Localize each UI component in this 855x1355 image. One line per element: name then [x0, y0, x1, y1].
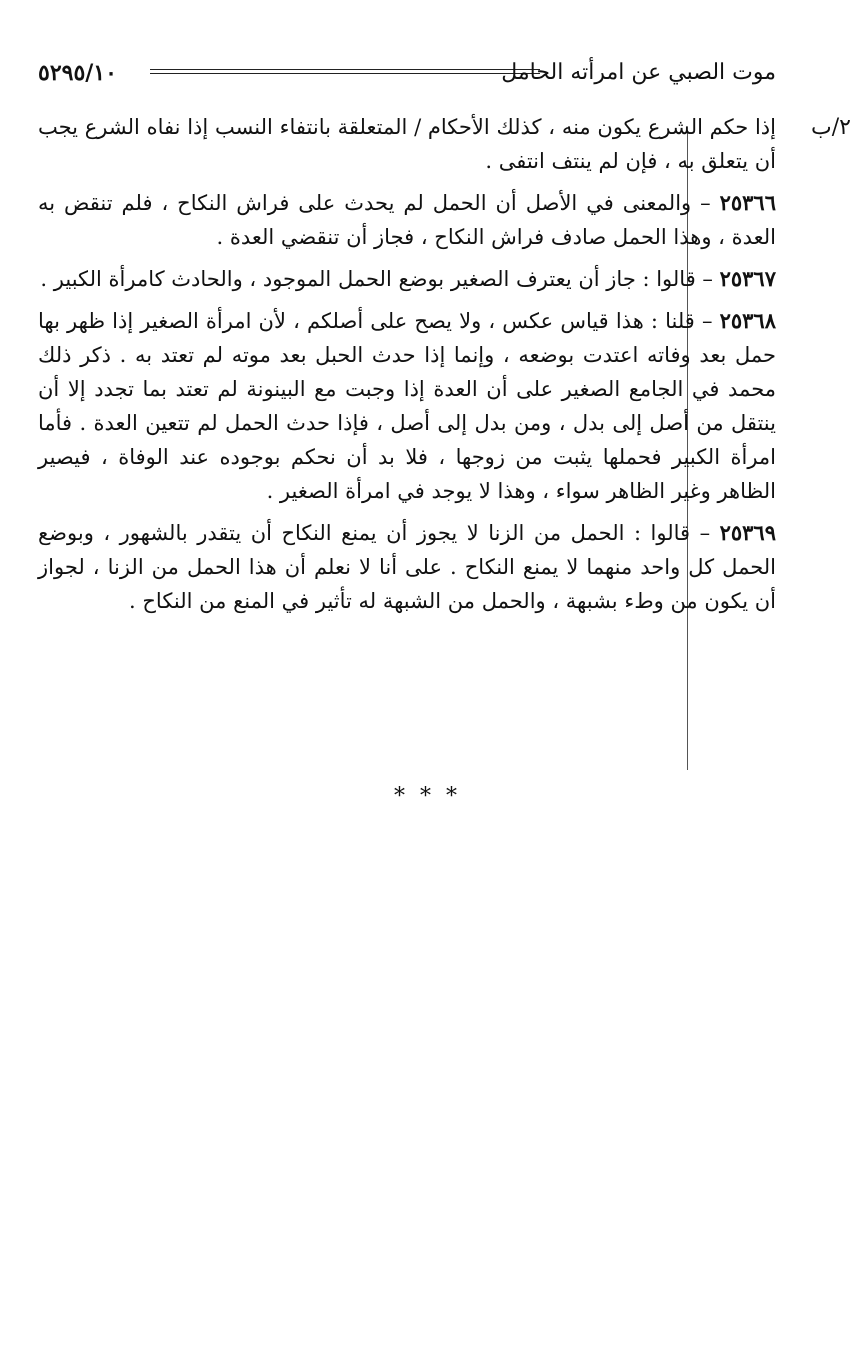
page-header: [38, 58, 776, 92]
paragraph-number: ٢٥٣٦٨: [719, 308, 776, 333]
header-rule: [150, 69, 540, 74]
running-title: موت الصبي عن امرأته الحامل: [501, 60, 776, 85]
paragraph: [38, 262, 776, 296]
paragraph-text: إذا حكم الشرع يكون منه ، كذلك الأحكام / المتعلقة بانتفاء النسب إذا نفاه الشرع يجب أن يتعلق به ، فإن لم ينتف انتفى .: [38, 115, 776, 173]
manuscript-folio-note: ٢/ب: [811, 115, 851, 140]
paragraph: [38, 186, 776, 254]
section-separator: * * *: [394, 784, 461, 809]
paragraph: [38, 110, 776, 178]
paragraph: [38, 304, 776, 508]
paragraph: [38, 516, 776, 618]
paragraph-text: – قلنا : هذا قياس عكس ، ولا يصح على أصلكم ، لأن امرأة الصغير إذا ظهر بها حمل بعد وفاته اعتدت بوضعه ، وإنما إذا حدث الحبل بعد موته لم تعتد به . ذكر ذلك محمد في الجامع الصغير على أن العدة إذا وجبت مع البينونة لم تعتد بما تجدد إلا أن ينتقل من أصل إلى بدل ، ومن بدل إلى أصل ، فإذا حدث الحمل لم تتعين العدة . فأما امرأة الكبير فحملها يثبت من زوجها ، فلا بد أن نحكم بوجوده عند الوفاة ، فيصير الظاهر وغير الظاهر سواء ، وهذا لا يوجد في امرأة الصغير .: [38, 309, 776, 503]
paragraph-number: ٢٥٣٦٩: [719, 520, 776, 545]
page-reference-number: ٥٢٩٥/١٠: [38, 60, 117, 86]
paragraph-text: – والمعنى في الأصل أن الحمل لم يحدث على فراش النكاح ، فلم تنقض به العدة ، وهذا الحمل صادف فراش النكاح ، فجاز أن تنقضي العدة .: [38, 191, 776, 249]
paragraph-number: ٢٥٣٦٦: [719, 190, 776, 215]
paragraph-number: ٢٥٣٦٧: [719, 266, 776, 291]
body-text: [38, 110, 776, 626]
paragraph-text: – قالوا : الحمل من الزنا لا يجوز أن يمنع النكاح أن يتقدر بالشهور ، وبوضع الحمل كل واحد منهما لا يمنع النكاح . على أنا لا نعلم أن هذا الحمل من الزنا ، لجواز أن يكون من وطء بشبهة ، والحمل من الشبهة له تأثير في المنع من النكاح .: [38, 521, 776, 613]
paragraph-text: – قالوا : جاز أن يعترف الصغير بوضع الحمل الموجود ، والحادث كامرأة الكبير .: [40, 267, 720, 291]
